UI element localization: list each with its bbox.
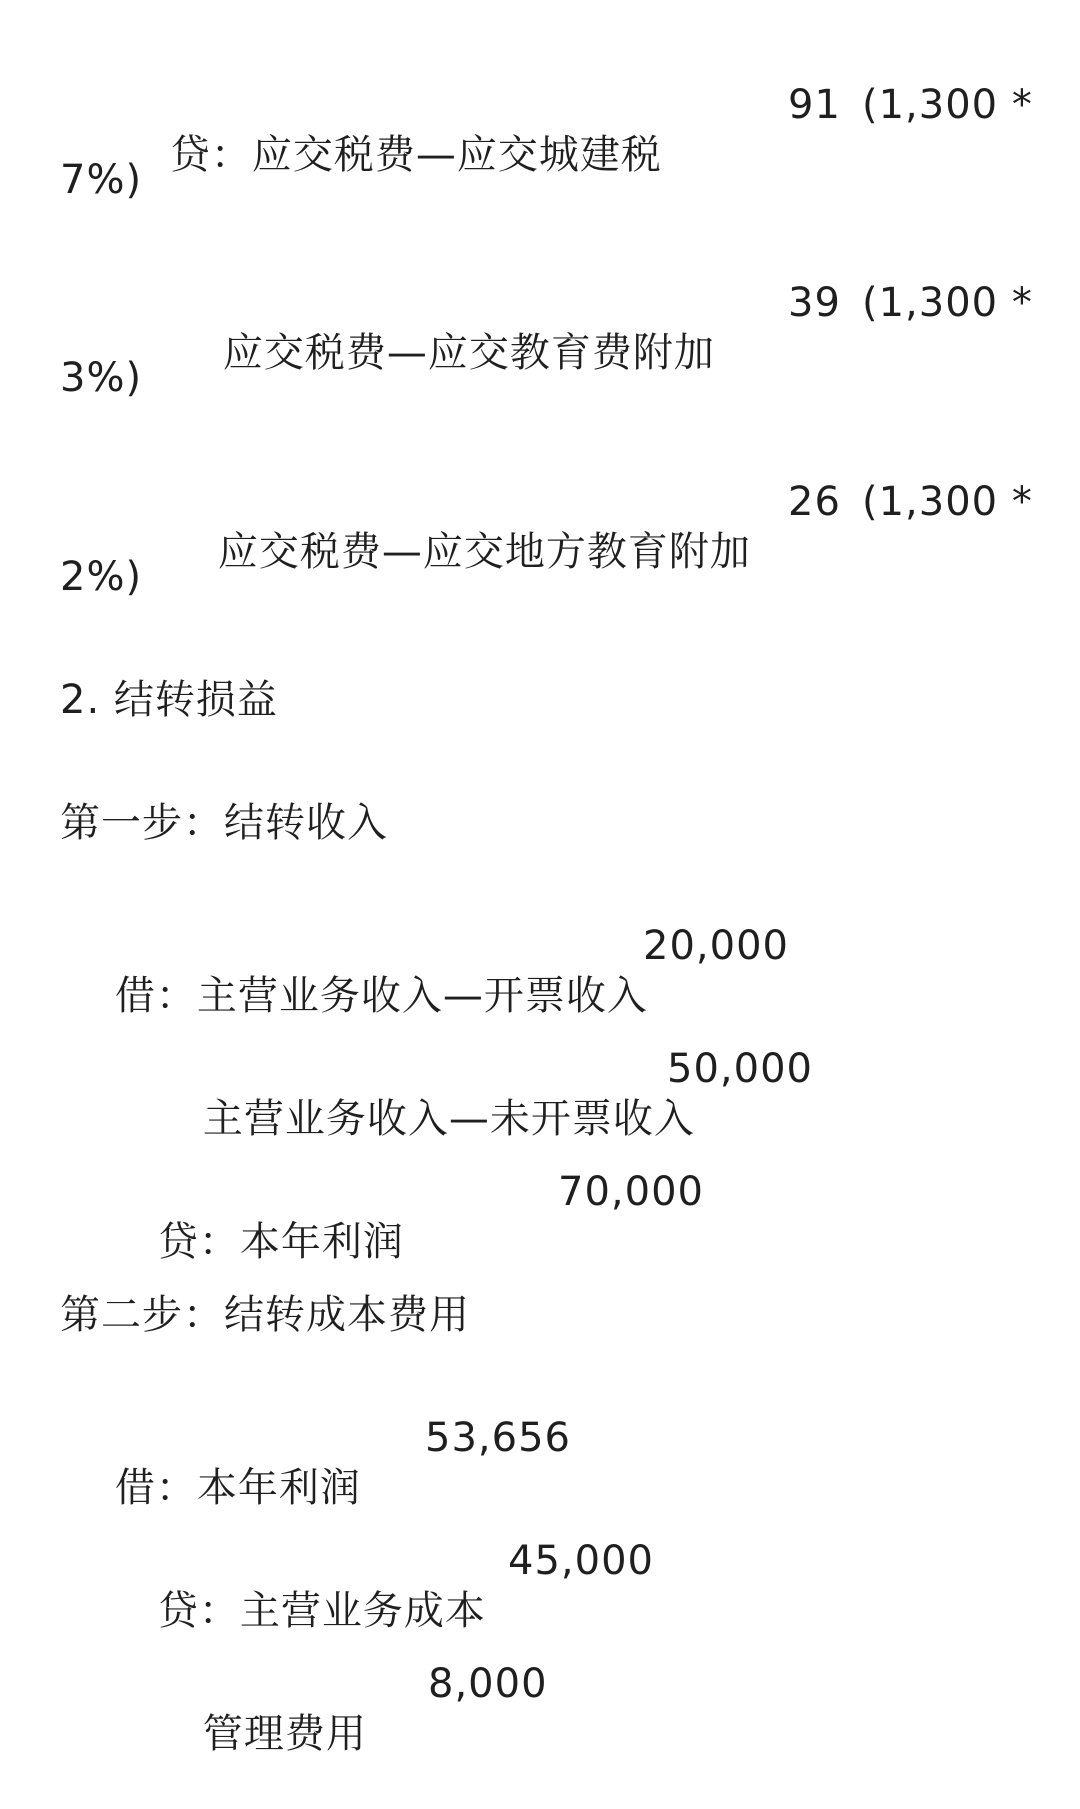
entry-row-local-education-surcharge — [163, 477, 751, 627]
calc-education-surcharge-cont: 3%) — [60, 355, 143, 401]
entry-row-urban-tax — [115, 80, 662, 230]
account-name: 主营业务收入—未开票收入 — [202, 1096, 695, 1142]
amount-education-surcharge: 39 — [788, 280, 841, 326]
credit-label: 贷： — [157, 1219, 240, 1265]
step1-debit1-amount: 20,000 — [643, 923, 789, 969]
debit-label: 借： — [114, 1465, 197, 1511]
calc-education-surcharge: (1,300 * — [862, 280, 1033, 326]
amount-urban-tax: 91 — [788, 82, 841, 128]
account-name: 主营业务收入—开票收入 — [196, 973, 648, 1019]
calc-urban-tax: (1,300 * — [862, 82, 1033, 128]
account-name: 本年利润 — [196, 1465, 361, 1511]
section-heading: 2. 结转损益 — [60, 677, 278, 723]
credit-label: 贷： — [169, 132, 252, 178]
entry-row-education-surcharge — [168, 278, 715, 428]
debit-label: 借： — [114, 973, 197, 1019]
credit-label: 贷： — [157, 1588, 240, 1634]
step2-credit-row-2 — [148, 1659, 367, 1809]
account-name: 本年利润 — [239, 1219, 404, 1265]
account-name: 管理费用 — [202, 1711, 367, 1757]
account-name: 应交税费—应交地方教育附加 — [217, 529, 751, 575]
step1-credit-amount: 70,000 — [558, 1169, 704, 1215]
step2-credit2-amount: 8,000 — [428, 1661, 548, 1707]
calc-local-education-surcharge-cont: 2%) — [60, 554, 143, 600]
account-name: 主营业务成本 — [239, 1588, 486, 1634]
amount-local-education-surcharge: 26 — [788, 479, 841, 525]
step2-title: 第二步：结转成本费用 — [60, 1292, 470, 1338]
step2-credit1-amount: 45,000 — [508, 1538, 654, 1584]
step1-title: 第一步：结转收入 — [60, 800, 388, 846]
calc-local-education-surcharge: (1,300 * — [862, 479, 1033, 525]
step1-debit2-amount: 50,000 — [667, 1046, 813, 1092]
calc-urban-tax-cont: 7%) — [60, 157, 143, 203]
account-name: 应交税费—应交教育费附加 — [222, 330, 715, 376]
account-name: 应交税费—应交城建税 — [251, 132, 662, 178]
step2-debit-amount: 53,656 — [425, 1415, 571, 1461]
